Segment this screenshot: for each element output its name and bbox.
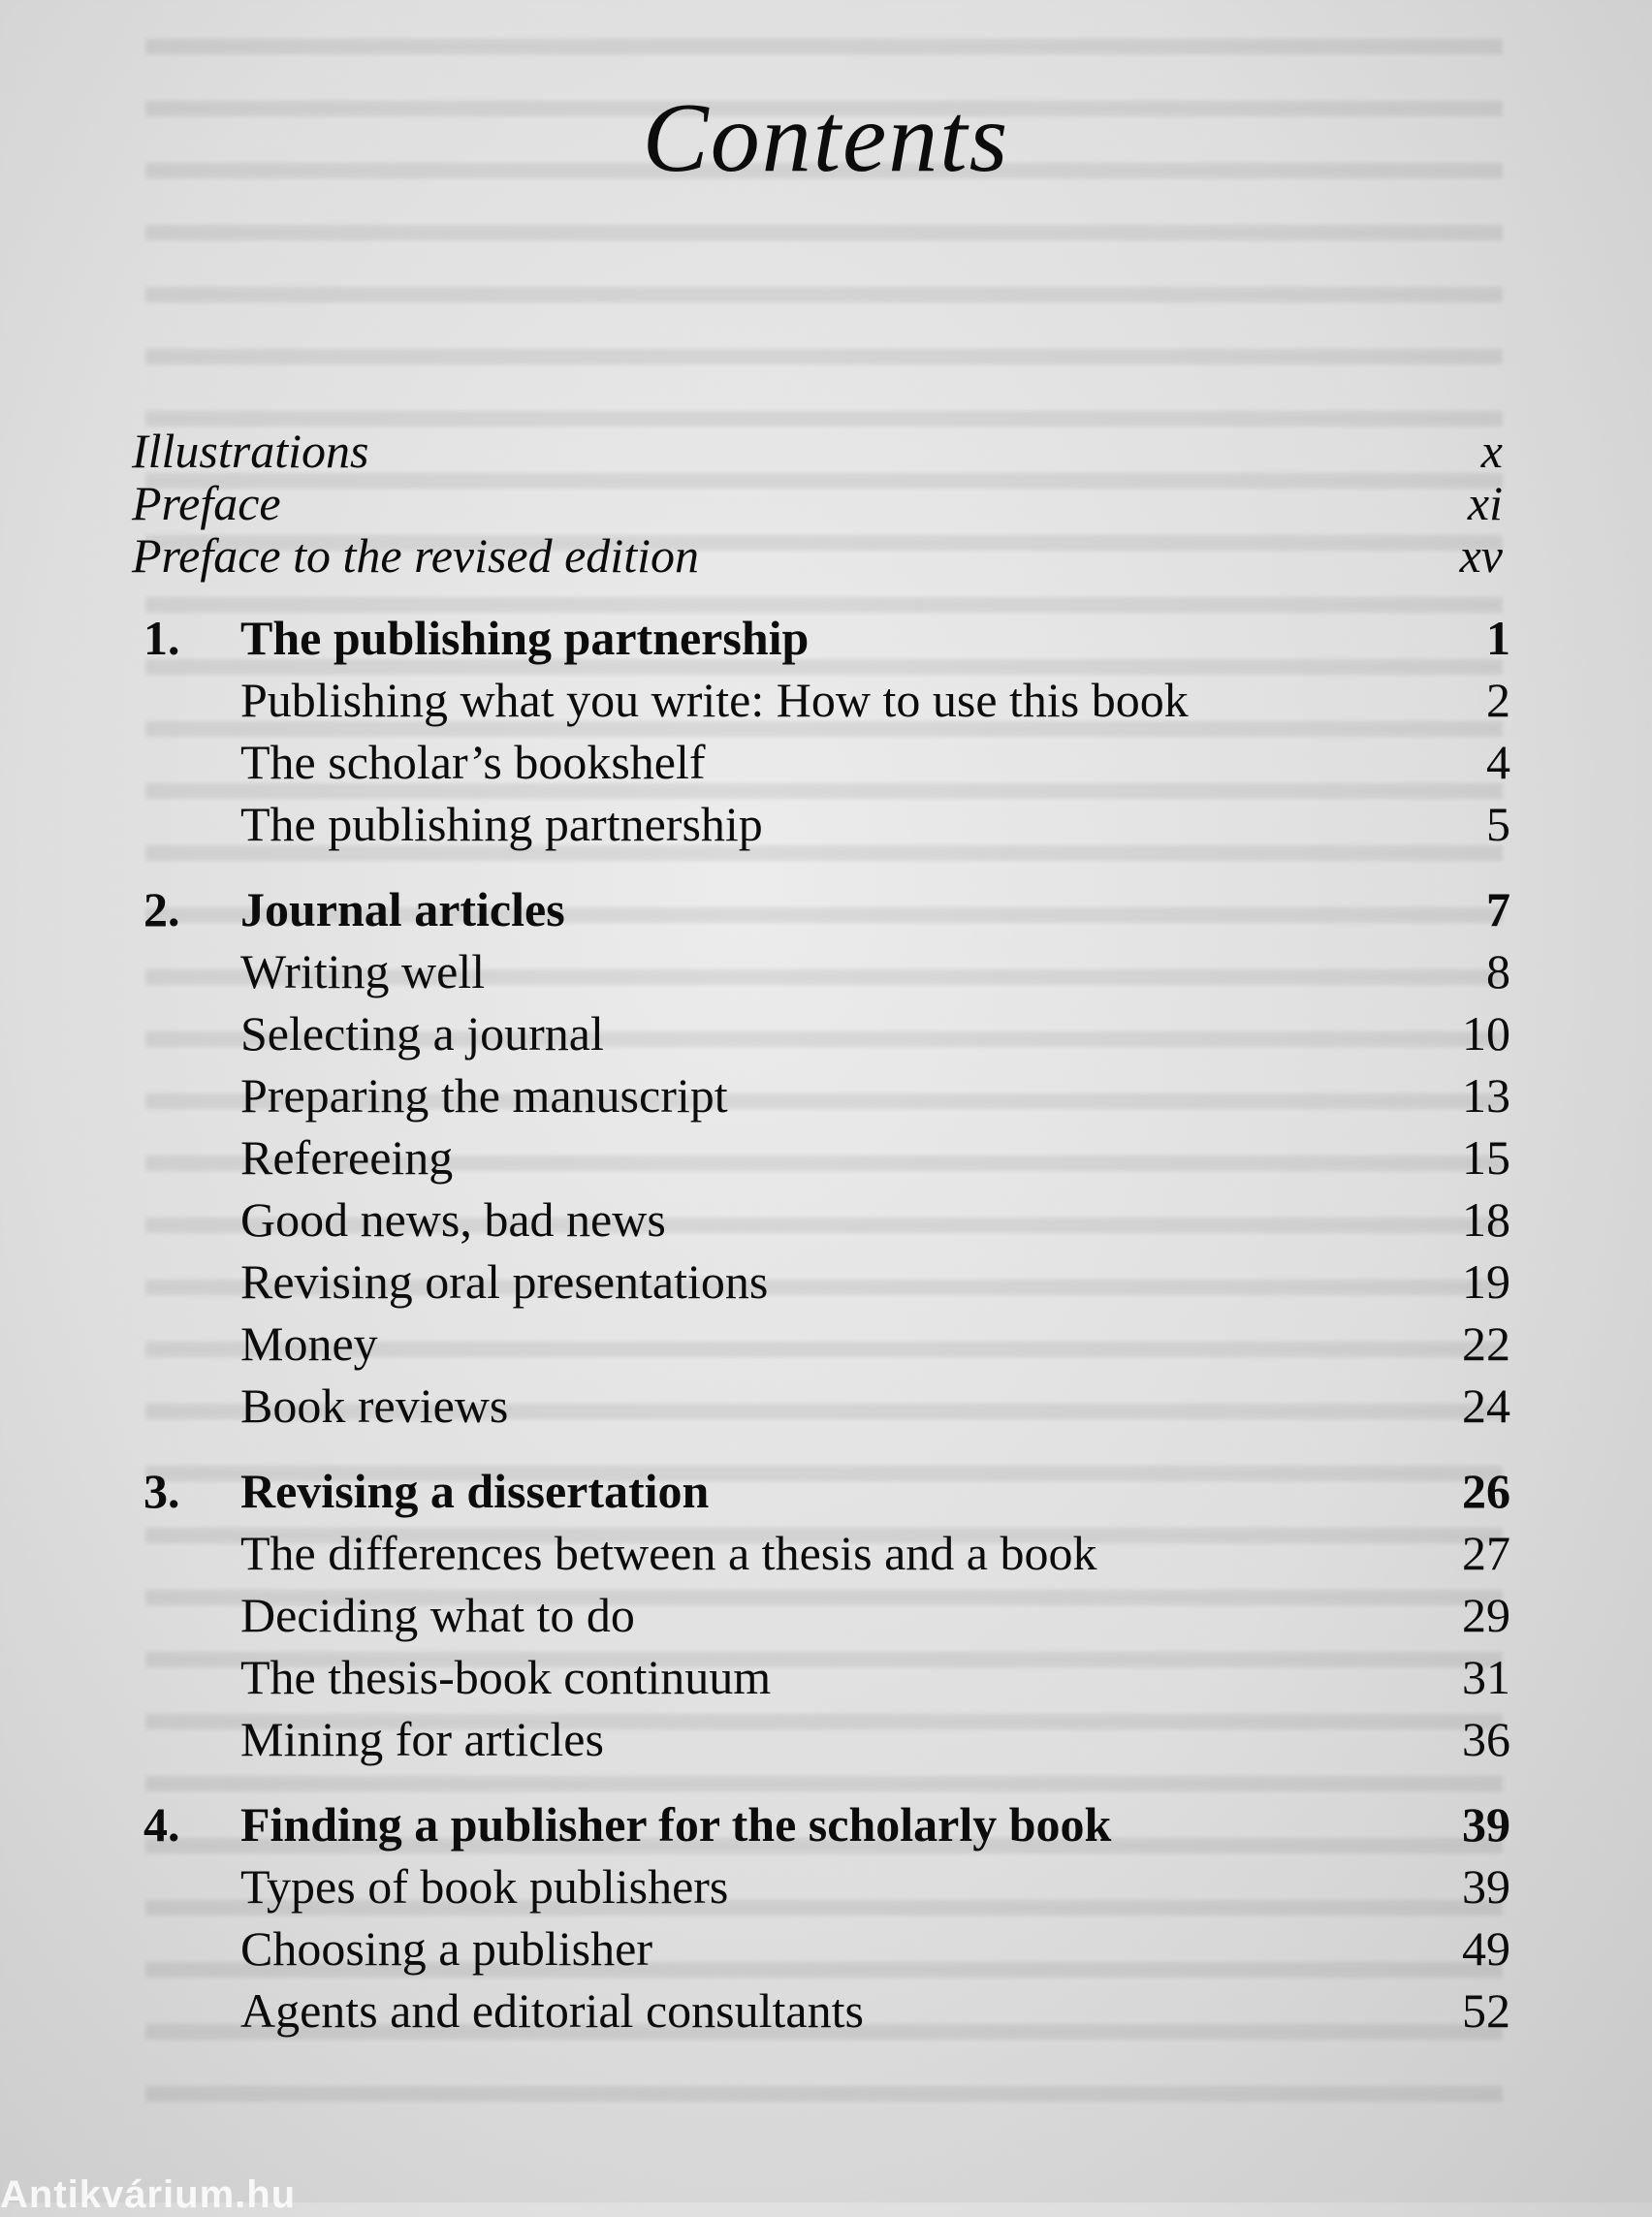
front-matter-label: Preface xyxy=(132,476,281,530)
watermark-text: Antikvárium.hu xyxy=(0,2173,297,2216)
front-matter-label: Illustrations xyxy=(132,424,369,478)
section-title: Preparing the manuscript xyxy=(240,1068,728,1123)
section-entry xyxy=(143,1917,1510,1979)
chapter-1 xyxy=(143,607,1510,855)
section-entry xyxy=(143,1375,1510,1437)
section-entry xyxy=(143,1708,1510,1770)
section-page: 31 xyxy=(1462,1650,1510,1704)
section-entry xyxy=(143,1584,1510,1646)
section-title: Good news, bad news xyxy=(240,1192,666,1247)
chapter-number: 4. xyxy=(143,1797,180,1852)
section-page: 49 xyxy=(1462,1921,1510,1976)
front-matter-page: xi xyxy=(1467,476,1503,530)
section-title: Agents and editorial consultants xyxy=(240,1983,864,2038)
section-page: 22 xyxy=(1462,1316,1510,1371)
section-page: 19 xyxy=(1462,1254,1510,1309)
chapter-title: The publishing partnership xyxy=(240,611,810,665)
front-matter-list xyxy=(132,425,1503,582)
section-page: 52 xyxy=(1462,1983,1510,2038)
section-entry xyxy=(143,1313,1510,1375)
front-matter-entry xyxy=(132,477,1503,529)
chapter-heading xyxy=(143,607,1510,669)
section-page: 27 xyxy=(1462,1526,1510,1580)
section-entry xyxy=(143,1126,1510,1188)
section-title: The publishing partnership xyxy=(240,797,763,851)
section-page: 2 xyxy=(1486,673,1510,727)
chapter-heading xyxy=(143,1793,1510,1855)
chapter-page: 39 xyxy=(1462,1797,1510,1852)
section-entry xyxy=(143,1522,1510,1584)
section-title: Mining for articles xyxy=(240,1712,604,1766)
section-entry xyxy=(143,1855,1510,1917)
section-title: The thesis-book continuum xyxy=(240,1650,772,1704)
section-page: 39 xyxy=(1462,1859,1510,1914)
front-matter-entry xyxy=(132,425,1503,477)
section-entry xyxy=(143,669,1510,731)
chapter-title: Revising a dissertation xyxy=(240,1464,710,1518)
section-page: 29 xyxy=(1462,1588,1510,1642)
chapter-heading xyxy=(143,878,1510,940)
section-entry xyxy=(143,1064,1510,1126)
section-title: Deciding what to do xyxy=(240,1588,635,1642)
section-page: 8 xyxy=(1486,944,1510,998)
chapter-title: Finding a publisher for the scholarly book xyxy=(240,1797,1112,1852)
chapter-page: 7 xyxy=(1486,882,1510,936)
section-page: 36 xyxy=(1462,1712,1510,1766)
section-entry xyxy=(143,1646,1510,1708)
section-title: Writing well xyxy=(240,944,486,998)
section-entry xyxy=(143,793,1510,855)
page-title: Contents xyxy=(642,83,1010,193)
table-of-contents xyxy=(143,607,1510,2065)
chapter-number: 1. xyxy=(143,611,180,665)
section-title: Publishing what you write: How to use this book xyxy=(240,673,1189,727)
section-page: 10 xyxy=(1462,1006,1510,1061)
section-title: Types of book publishers xyxy=(240,1859,729,1914)
section-entry xyxy=(143,940,1510,1002)
section-entry xyxy=(143,1188,1510,1251)
section-entry xyxy=(143,731,1510,793)
chapter-heading xyxy=(143,1460,1510,1522)
section-title: The scholar’s bookshelf xyxy=(240,735,706,789)
section-page: 24 xyxy=(1462,1378,1510,1433)
chapter-2 xyxy=(143,878,1510,1437)
section-title: Revising oral presentations xyxy=(240,1254,769,1309)
chapter-number: 3. xyxy=(143,1464,180,1518)
chapter-page: 26 xyxy=(1462,1464,1510,1518)
section-entry xyxy=(143,1002,1510,1064)
chapter-4 xyxy=(143,1793,1510,2042)
front-matter-entry xyxy=(132,529,1503,582)
chapter-page: 1 xyxy=(1486,611,1510,665)
section-title: The differences between a thesis and a book xyxy=(240,1526,1097,1580)
section-entry xyxy=(143,1979,1510,2042)
chapter-3 xyxy=(143,1460,1510,1770)
section-title: Choosing a publisher xyxy=(240,1921,652,1976)
section-page: 4 xyxy=(1486,735,1510,789)
front-matter-page: x xyxy=(1480,424,1503,478)
front-matter-label: Preface to the revised edition xyxy=(132,528,699,583)
front-matter-page: xv xyxy=(1459,528,1503,583)
section-title: Selecting a journal xyxy=(240,1006,604,1061)
section-title: Refereeing xyxy=(240,1130,454,1185)
chapter-number: 2. xyxy=(143,882,180,936)
chapter-title: Journal articles xyxy=(240,882,565,936)
section-entry xyxy=(143,1251,1510,1313)
section-title: Book reviews xyxy=(240,1378,509,1433)
section-title: Money xyxy=(240,1316,378,1371)
section-page: 18 xyxy=(1462,1192,1510,1247)
section-page: 15 xyxy=(1462,1130,1510,1185)
section-page: 5 xyxy=(1486,797,1510,851)
section-page: 13 xyxy=(1462,1068,1510,1123)
